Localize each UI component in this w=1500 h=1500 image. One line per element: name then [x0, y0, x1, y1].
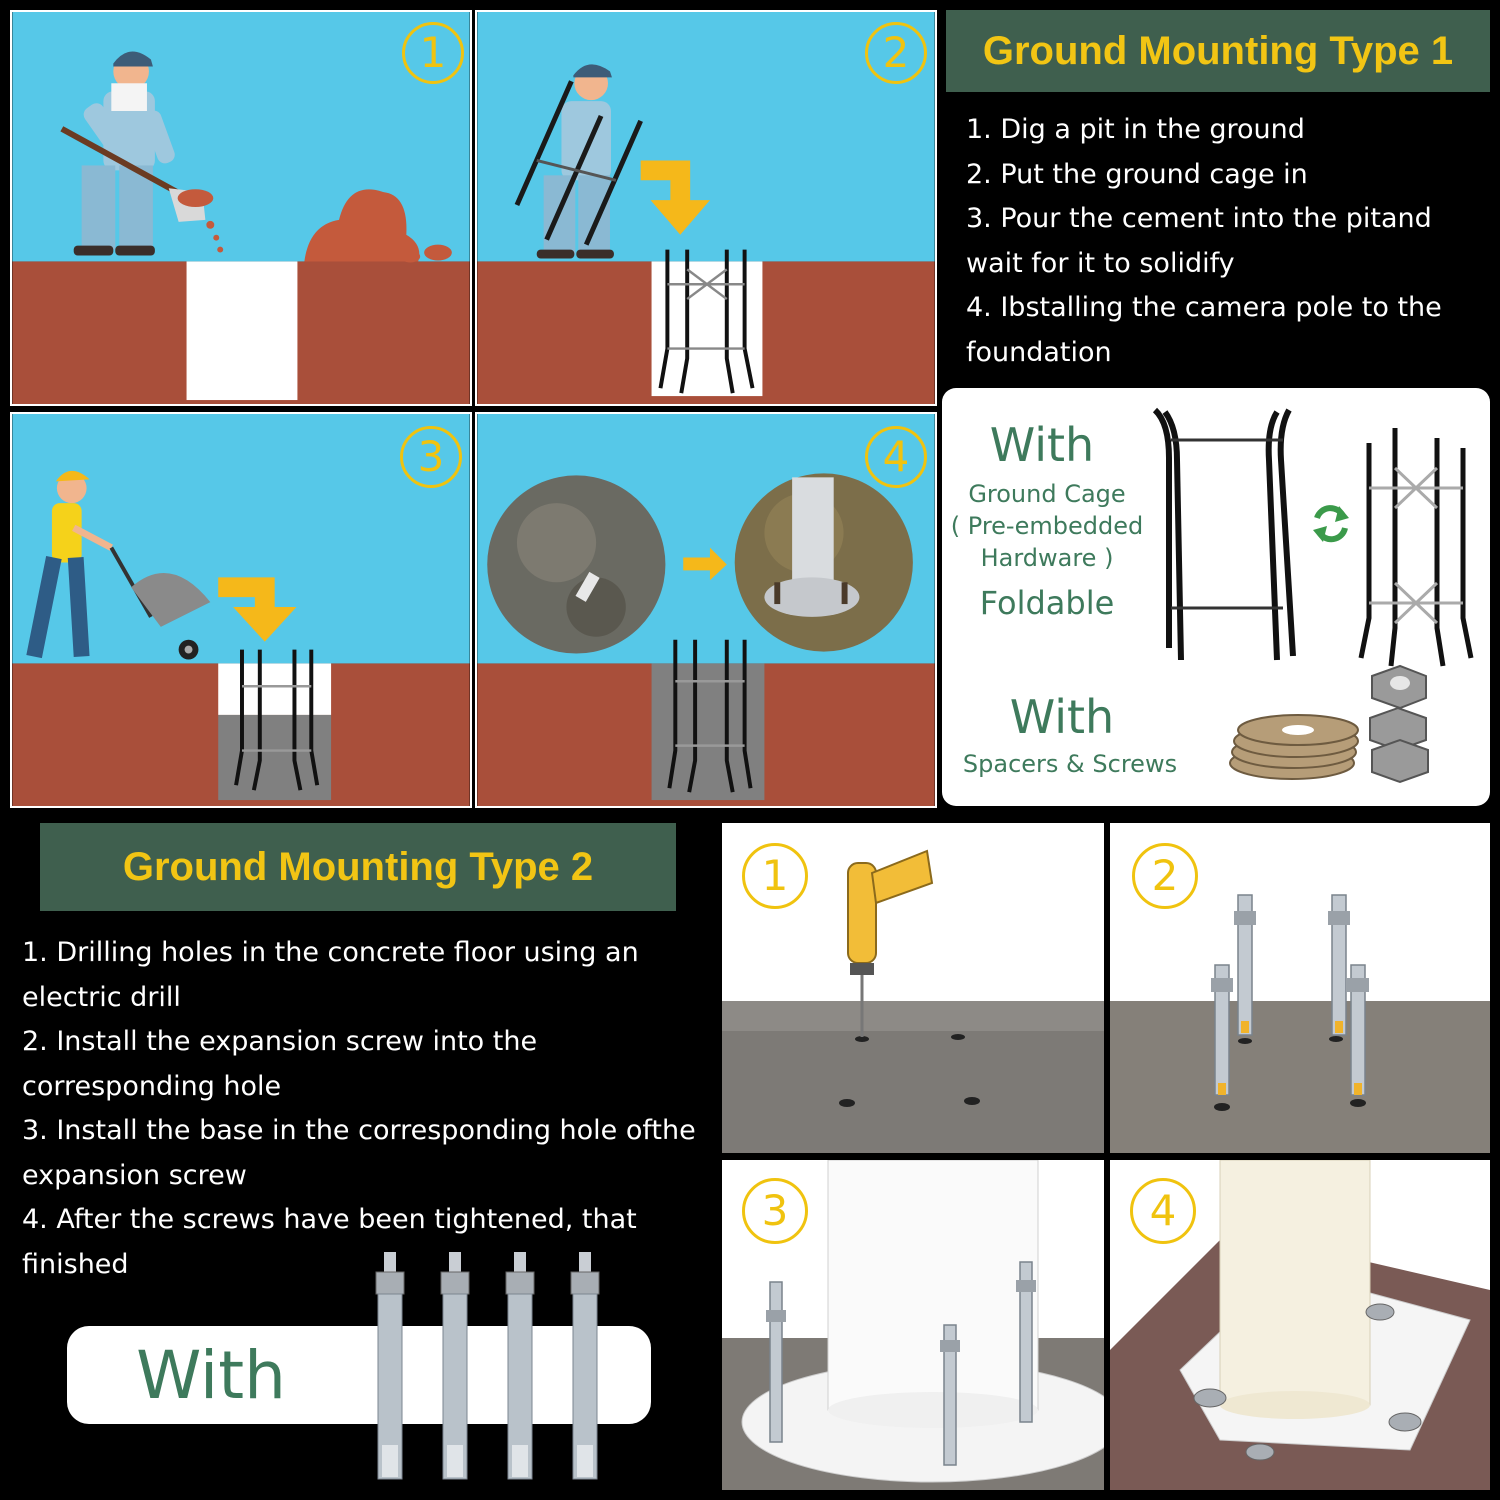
type2-steps-list — [22, 931, 702, 1287]
step-number-badge: 1 — [402, 22, 464, 84]
spacers-and-nuts-image — [1222, 658, 1452, 788]
cage-name-line3: Hardware ) — [980, 544, 1114, 572]
type1-step4-illustration — [475, 412, 937, 808]
type1-step1-illustration — [10, 10, 472, 406]
type2-step-text: 4. After the screws have been tightened, that finished — [22, 1204, 637, 1280]
expansion-bolt — [506, 1252, 534, 1479]
type2-title: Ground Mounting Type 2 — [40, 823, 676, 911]
cage-placement-scene — [477, 12, 935, 404]
digging-scene — [12, 12, 470, 404]
type1-step-text: 2. Put the ground cage in — [966, 158, 1308, 190]
cage-name-line2: ( Pre-embedded — [950, 512, 1144, 540]
step-number-badge: 2 — [1132, 843, 1198, 909]
step-number-badge: 2 — [865, 22, 927, 84]
type2-step-text: 2. Install the expansion screw into the corresponding hole — [22, 1026, 538, 1102]
hardware-with-label: With — [1009, 690, 1115, 744]
step-number-badge: 3 — [742, 1178, 808, 1244]
type2-step1-photo — [722, 823, 1104, 1153]
type1-step3-illustration — [10, 412, 472, 808]
bolts-with-label: With — [136, 1337, 286, 1414]
cage-name-line1: Ground Cage — [968, 480, 1126, 508]
step-number-badge: 4 — [865, 426, 927, 488]
accessories-card — [942, 388, 1490, 806]
type2-step-text: 3. Install the base in the corresponding hole ofthe expansion screw — [22, 1115, 696, 1191]
rotate-arrows-icon — [1313, 506, 1349, 542]
type2-step-text: 1. Drilling holes in the concrete floor using an electric drill — [22, 937, 639, 1013]
pour-cement-scene — [12, 414, 470, 806]
type2-step3-photo — [722, 1160, 1104, 1490]
type1-step2-illustration — [475, 10, 937, 406]
hardware-name-label: Spacers & Screws — [962, 750, 1178, 778]
cage-with-label: With — [989, 418, 1095, 472]
type1-steps-list — [966, 108, 1490, 375]
expansion-bolt — [441, 1252, 469, 1479]
type2-step4-photo — [1110, 1160, 1490, 1490]
cage-foldable-label: Foldable — [979, 584, 1115, 622]
pole-install-scene — [477, 414, 935, 806]
type1-step-text: 1. Dig a pit in the ground — [966, 114, 1305, 145]
type1-step-text: 3. Pour the cement into the pitand wait for it to solidify — [966, 203, 1432, 279]
type2-step2-photo — [1110, 823, 1490, 1153]
expansion-bolt — [376, 1252, 404, 1479]
step-number-badge: 1 — [742, 843, 808, 909]
expansion-bolts-image — [360, 1250, 630, 1490]
step-number-badge: 4 — [1130, 1178, 1196, 1244]
step-number-badge: 3 — [400, 426, 462, 488]
type1-title: Ground Mounting Type 1 — [946, 10, 1490, 92]
ground-cage-image — [1147, 398, 1487, 668]
type1-step-text: 4. Ibstalling the camera pole to the foundation — [966, 292, 1442, 368]
expansion-bolt — [571, 1252, 599, 1479]
